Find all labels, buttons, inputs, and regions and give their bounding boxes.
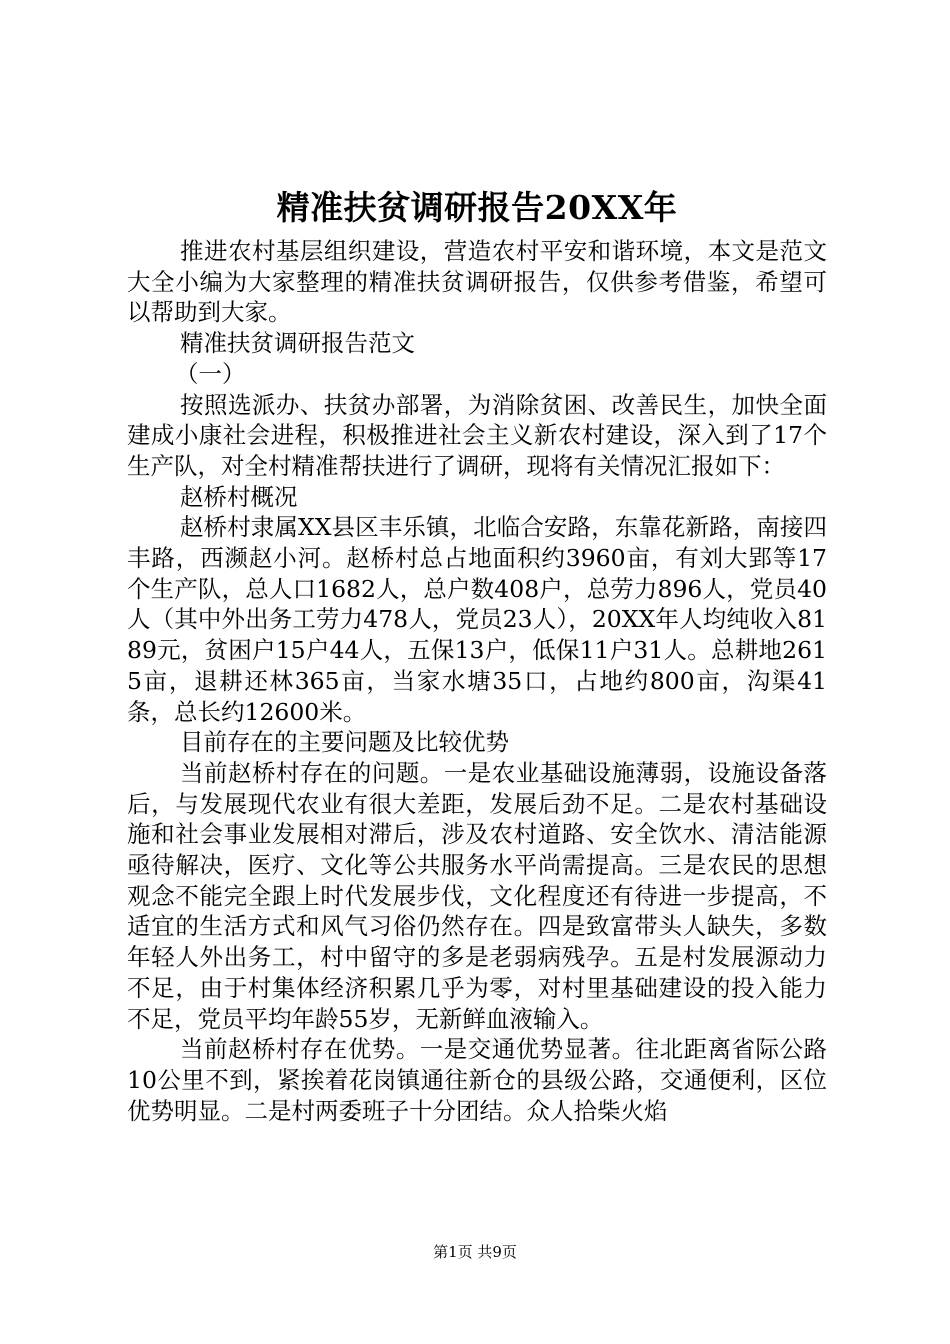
section-heading: 精准扶贫调研报告范文 <box>180 329 415 358</box>
paragraph-advantages: 当前赵桥村存在优势。一是交通优势显著。往北距离省际公路10公里不到，紧挨着花岗镇通往新仓的县级公路，交通便利，区位优势明显。二是村两委班子十分团结。众人拾柴火焰 <box>127 1035 827 1125</box>
heading-overview: 赵桥村概况 <box>180 482 298 511</box>
part-label: （一） <box>175 359 246 388</box>
heading-problems: 目前存在的主要问题及比较优势 <box>180 728 509 757</box>
page-footer: 第1页 共9页 <box>433 1243 517 1261</box>
intro-paragraph: 推进农村基层组织建设，营造农村平安和谐环境，本文是范文大全小编为大家整理的精准扶贫调研报告，仅供参考借鉴，希望可以帮助到大家。 <box>127 237 827 327</box>
paragraph-problems: 当前赵桥村存在的问题。一是农业基础设施薄弱，设施设备落后，与发展现代农业有很大差距，发展后劲不足。二是农村基础设施和社会事业发展相对滞后，涉及农村道路、安全饮水、清洁能源亟待解决，医疗、文化等公共服务水平尚需提高。三是农民的思想观念不能完全跟上时代发展步伐，文化程度还有待进一步提高，不适宜的生活方式和风气习俗仍然存在。四是致富带头人缺失，多数年轻人外出务工，村中留守的多是老弱病残孕。五是村发展源动力不足，由于村集体经济积累几乎为零，对村里基础建设的投入能力不足，党员平均年龄55岁，无新鲜血液输入。 <box>127 758 827 1033</box>
document-title: 精准扶贫调研报告20XX年 <box>276 188 678 227</box>
document-page <box>127 180 827 1126</box>
paragraph-1: 按照选派办、扶贫办部署，为消除贫困、改善民生，加快全面建成小康社会进程，积极推进社会主义新农村建设，深入到了17个生产队，对全村精准帮扶进行了调研，现将有关情况汇报如下： <box>127 390 827 480</box>
paragraph-overview: 赵桥村隶属XX县区丰乐镇，北临合安路，东靠花新路，南接四丰路，西濒赵小河。赵桥村总占地面积约3960亩，有刘大郢等17个生产队，总人口1682人，总户数408户，总劳力896人，党员40人（其中外出务工劳力478人，党员23人），20XX年人均纯收入8189元，贫困户15户44人，五保13户，低保11户31人。总耕地2615亩，退耕还林365亩，当家水塘35口，占地约800亩，沟渠41条，总长约12600米。 <box>127 513 827 726</box>
